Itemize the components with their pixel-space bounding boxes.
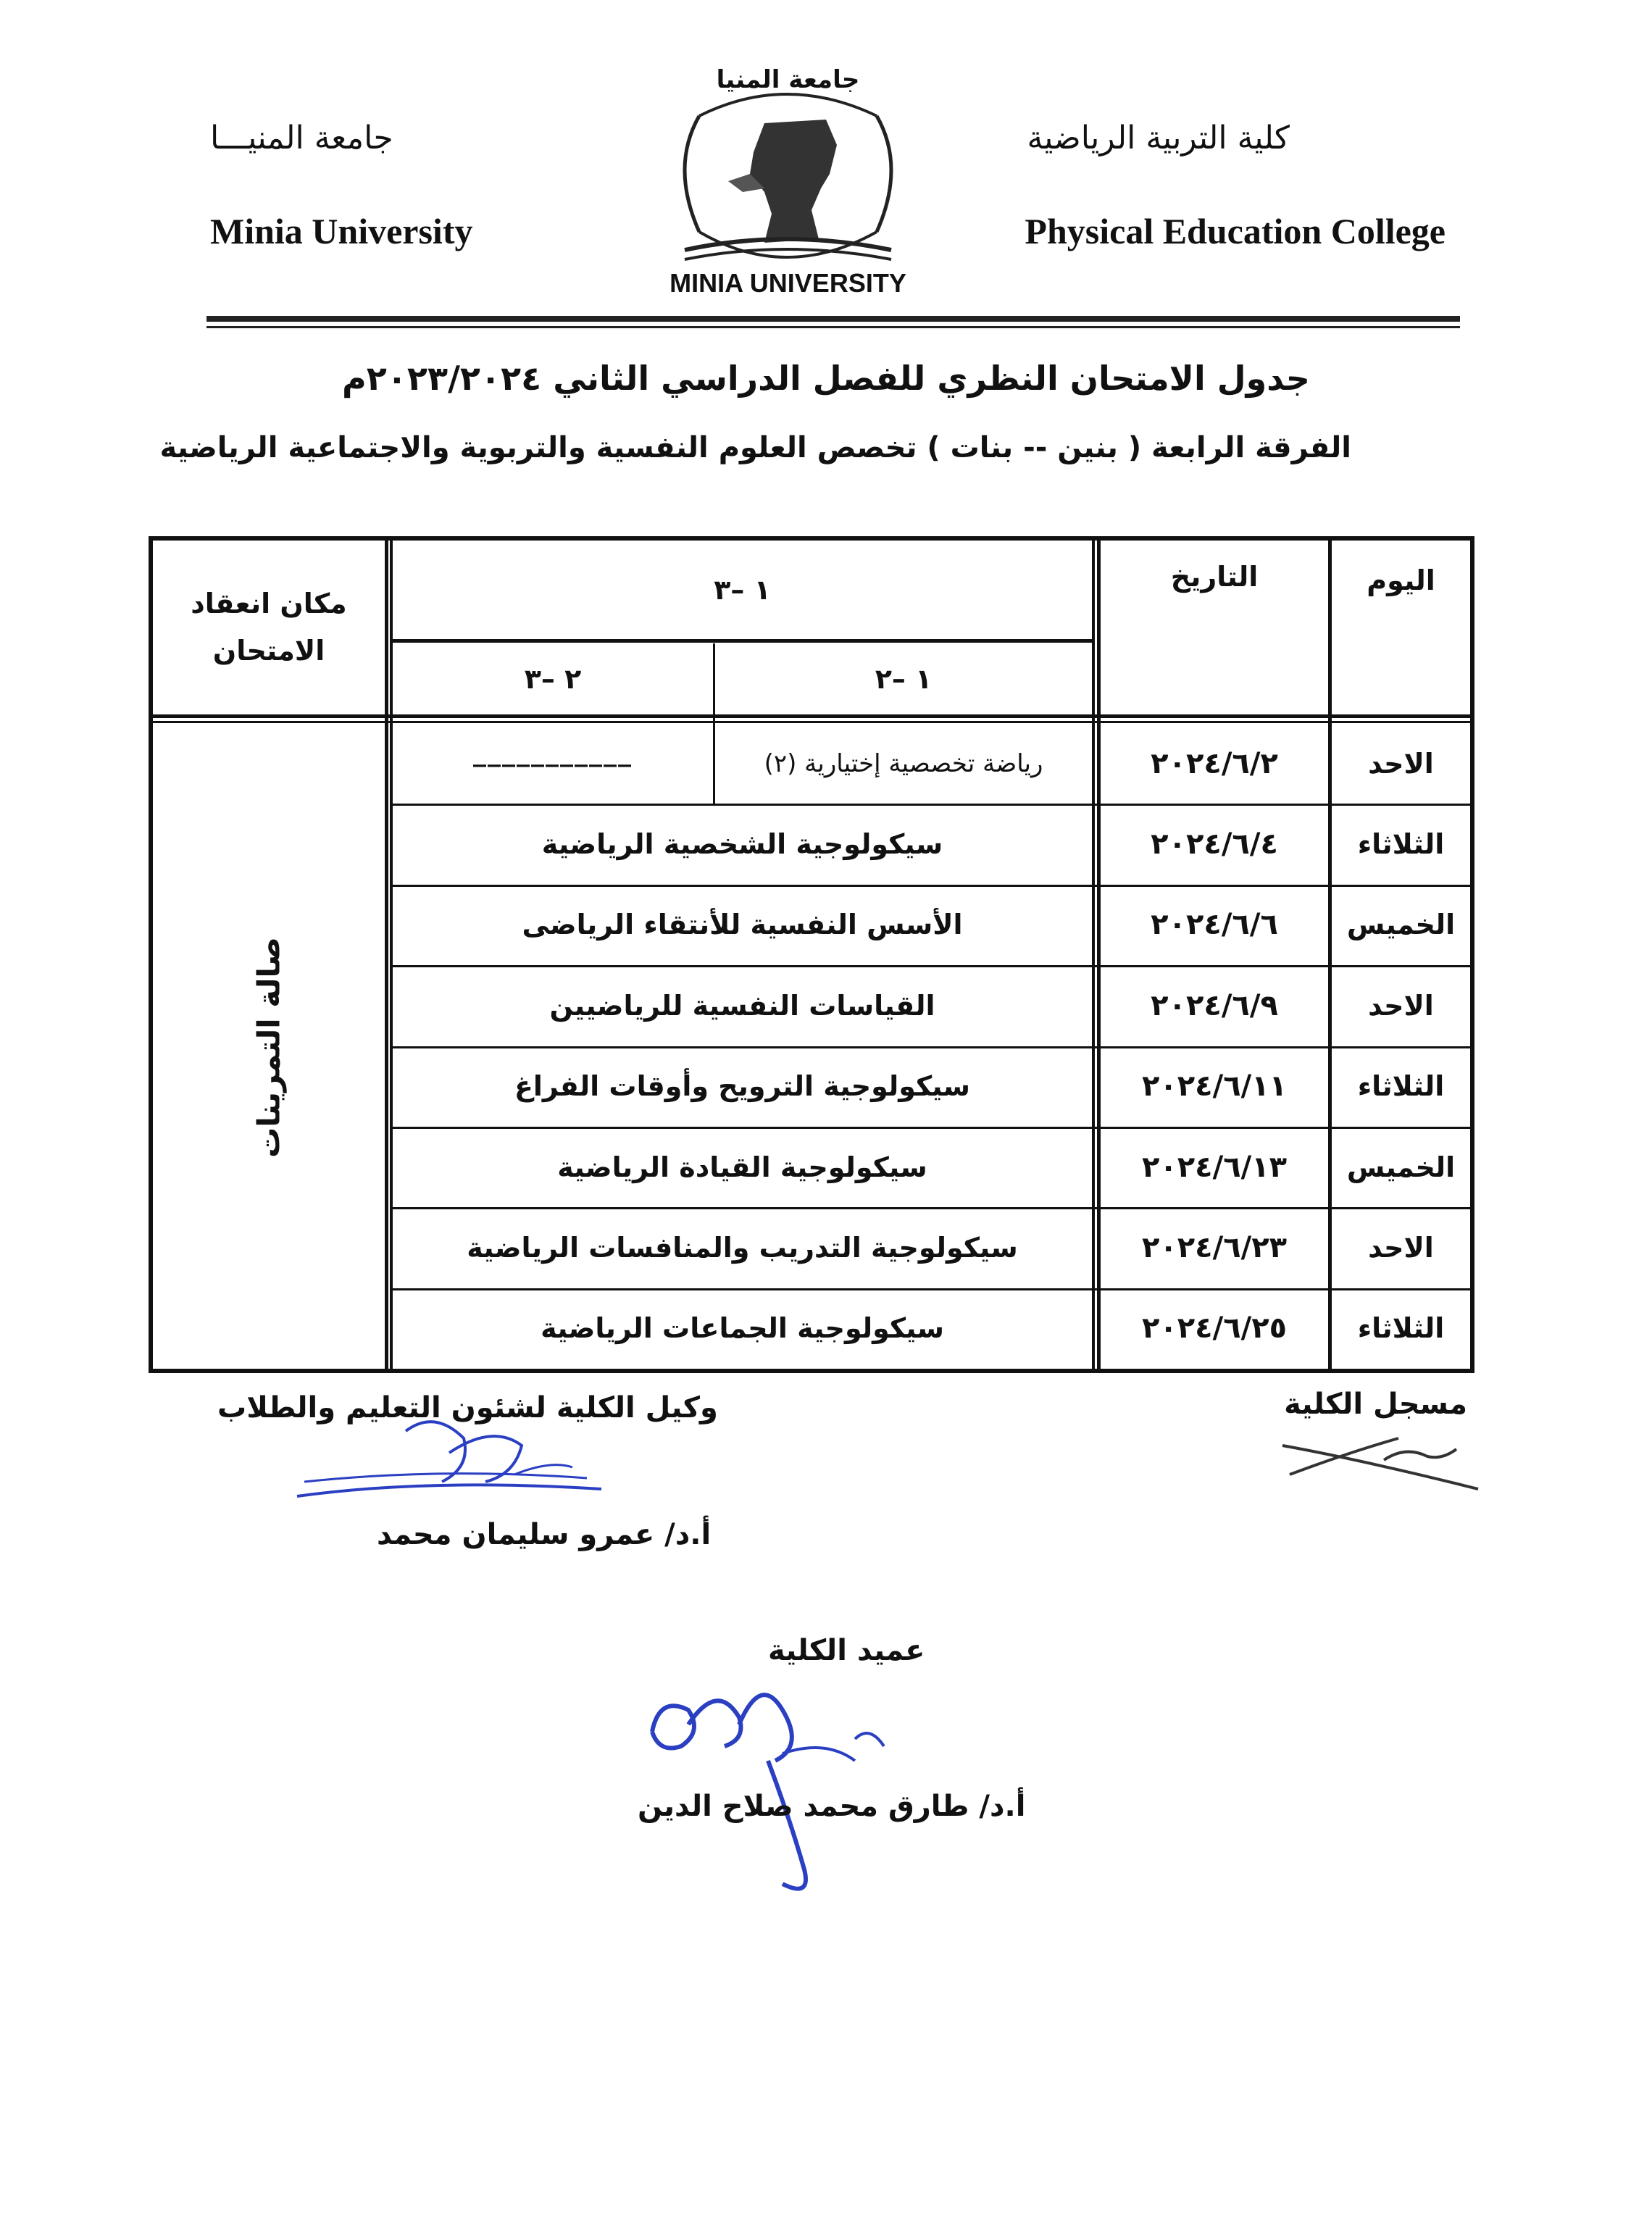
university-name-en: Minia University xyxy=(210,211,473,251)
day-cell: الخميس xyxy=(1346,1151,1456,1183)
exam-schedule-table xyxy=(149,536,1474,1373)
logo-bottom-text: MINIA UNIVERSITY xyxy=(669,268,906,298)
faculty-name-ar: كلية التربية الرياضية xyxy=(1027,120,1290,157)
header-bottom-line xyxy=(153,714,1470,718)
header-divider-thin xyxy=(206,326,1460,328)
dean-name: أ.د/ طارق محمد صلاح الدين xyxy=(638,1790,1026,1823)
page-subtitle: الفرقة الرابعة ( بنين -- بنات ) تخصص العلوم النفسية والتربوية والاجتماعية الرياضية xyxy=(159,431,1351,464)
subject-cell: القياسات النفسية للرياضيين xyxy=(549,989,935,1022)
day-cell: الخميس xyxy=(1346,909,1456,941)
date-cell: ٢٠٢٤/٦/٤ xyxy=(1151,827,1278,862)
date-cell: ٢٠٢٤/٦/٢٥ xyxy=(1141,1311,1288,1346)
registrar-title: مسجل الكلية xyxy=(1284,1388,1467,1421)
venue-value: صالة التمرينات xyxy=(251,937,287,1158)
university-logo xyxy=(656,65,920,304)
day-cell: الثلاثاء xyxy=(1357,1070,1445,1103)
page-title: جدول الامتحان النظري للفصل الدراسي الثاني ٢٠٢٣/٢٠٢٤م xyxy=(342,359,1310,398)
subject-cell: سيكولوجية الجماعات الرياضية xyxy=(541,1312,944,1345)
vice-dean-title: وكيل الكلية لشئون التعليم والطلاب xyxy=(217,1391,718,1425)
header-group-top: ١ –٣ xyxy=(714,574,771,606)
subject-cell: الأسس النفسية للأنتقاء الرياضى xyxy=(522,909,963,941)
subject-cell: سيكولوجية التدريب والمنافسات الرياضية xyxy=(467,1231,1018,1264)
logo-top-text: جامعة المنيا xyxy=(716,65,860,94)
subject-cell-group-b: ___________ xyxy=(473,738,633,768)
subject-cell: سيكولوجية القيادة الرياضية xyxy=(557,1151,927,1183)
subject-cell-group-a: رياضة تخصصية إختيارية (٢) xyxy=(764,748,1043,778)
header-group-b: ٢ –٣ xyxy=(524,662,582,695)
date-cell: ٢٠٢٤/٦/٢ xyxy=(1151,746,1278,780)
header-divider-thick xyxy=(206,316,1460,322)
date-cell: ٢٠٢٤/٦/١٣ xyxy=(1141,1150,1288,1184)
date-cell: ٢٠٢٤/٦/١١ xyxy=(1141,1069,1288,1104)
header-date: التاريخ xyxy=(1170,561,1259,593)
header-group-a: ١ –٢ xyxy=(875,662,933,695)
vice-dean-name: أ.د/ عمرو سليمان محمد xyxy=(377,1518,712,1551)
university-name-ar: جامعة المنيـــا xyxy=(210,120,393,157)
subject-cell: سيكولوجية الترويح وأوقات الفراغ xyxy=(514,1070,971,1103)
table-body xyxy=(153,723,1470,1369)
dean-title: عميد الكلية xyxy=(768,1634,925,1667)
faculty-name-en: Physical Education College xyxy=(1025,211,1446,251)
date-cell: ٢٠٢٤/٦/٦ xyxy=(1151,908,1278,942)
day-cell: الاحد xyxy=(1368,747,1434,780)
vice-dean-signature xyxy=(283,1409,623,1521)
date-cell: ٢٠٢٤/٦/٢٣ xyxy=(1141,1230,1288,1264)
day-cell: الثلاثاء xyxy=(1357,828,1445,861)
day-cell: الاحد xyxy=(1368,1231,1434,1264)
day-cell: الثلاثاء xyxy=(1357,1312,1445,1345)
day-cell: الاحد xyxy=(1368,989,1434,1022)
registrar-signature xyxy=(1275,1417,1493,1506)
header-day: اليوم xyxy=(1367,564,1435,596)
header-venue: مكان انعقاد الامتحان xyxy=(191,588,347,667)
date-cell: ٢٠٢٤/٦/٩ xyxy=(1151,988,1278,1022)
dean-signature xyxy=(638,1667,927,1909)
subject-cell: سيكولوجية الشخصية الرياضية xyxy=(541,828,943,861)
